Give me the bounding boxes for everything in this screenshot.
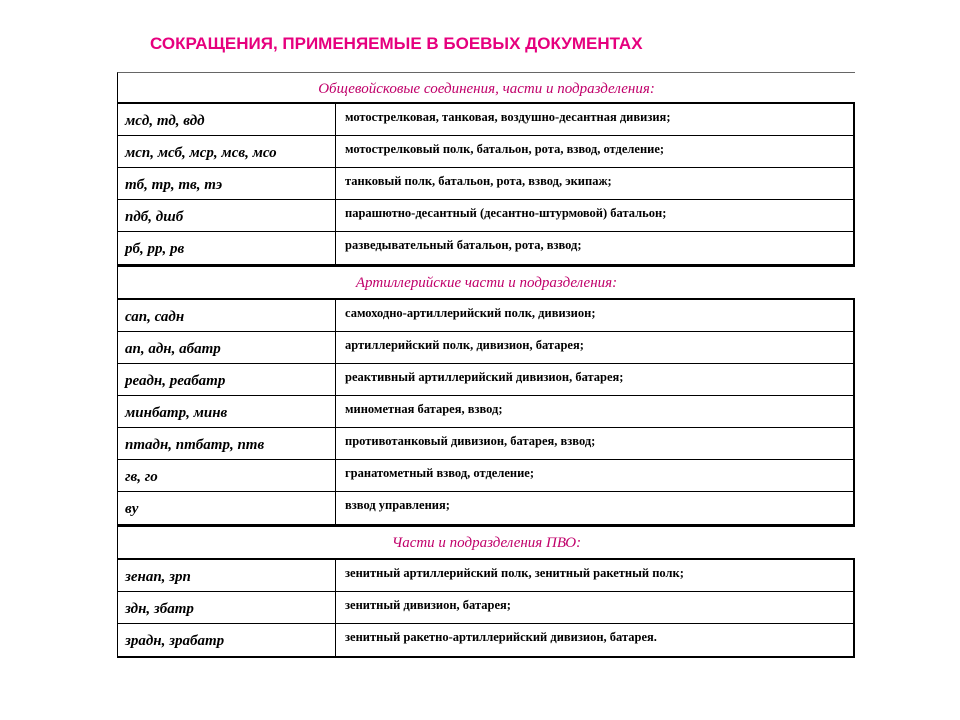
description-cell: зенитный ракетно-артиллерийский дивизион, батарея. — [345, 630, 657, 644]
page-title: СОКРАЩЕНИЯ, ПРИМЕНЯЕМЫЕ В БОЕВЫХ ДОКУМЕНТАХ — [150, 34, 643, 53]
description-cell: противотанковый дивизион, батарея, взвод; — [345, 434, 596, 448]
abbreviation-cell: мсп, мсб, мср, мсв, мсо — [118, 136, 336, 167]
abbreviations-table — [117, 72, 855, 658]
description-cell: артиллерийский полк, дивизион, батарея; — [345, 338, 584, 352]
table-row — [118, 332, 853, 364]
abbreviation-cell: здн, збатр — [118, 592, 336, 623]
description-cell: разведывательный батальон, рота, взвод; — [345, 238, 582, 252]
table-row — [118, 428, 853, 460]
table-row — [118, 364, 853, 396]
description-cell: гранатометный взвод, отделение; — [345, 466, 534, 480]
table-row — [118, 460, 853, 492]
section-rows-air-defense — [117, 558, 855, 658]
table-row — [118, 624, 853, 656]
description-cell: реактивный артиллерийский дивизион, батарея; — [345, 370, 624, 384]
abbreviation-cell: зрадн, зрабатр — [118, 624, 336, 656]
abbreviation-cell: реадн, реабатр — [118, 364, 336, 395]
abbreviation-cell: минбатр, минв — [118, 396, 336, 427]
abbreviation-cell: ап, адн, абатр — [118, 332, 336, 363]
table-row — [118, 592, 853, 624]
description-cell: парашютно-десантный (десантно-штурмовой) батальон; — [345, 206, 667, 220]
section-rows-artillery — [117, 298, 855, 526]
section-rows-combined-arms — [117, 102, 855, 266]
description-cell: танковый полк, батальон, рота, взвод, экипаж; — [345, 174, 612, 188]
description-cell: мотострелковая, танковая, воздушно-десантная дивизия; — [345, 110, 671, 124]
abbreviation-cell: пдб, дшб — [118, 200, 336, 231]
abbreviation-cell: мсд, тд, вдд — [118, 104, 336, 135]
abbreviation-cell: гв, го — [118, 460, 336, 491]
description-cell: мотострелковый полк, батальон, рота, взвод, отделение; — [345, 142, 665, 156]
table-row — [118, 300, 853, 332]
table-row — [118, 560, 853, 592]
abbreviation-cell: птадн, птбатр, птв — [118, 428, 336, 459]
table-row — [118, 168, 853, 200]
section-heading-air-defense: Части и подразделения ПВО: — [117, 526, 855, 558]
table-row — [118, 136, 853, 168]
abbreviation-cell: сап, садн — [118, 300, 336, 331]
abbreviation-cell: рб, рр, рв — [118, 232, 336, 264]
description-cell: зенитный артиллерийский полк, зенитный ракетный полк; — [345, 566, 684, 580]
table-row — [118, 104, 853, 136]
description-cell: взвод управления; — [345, 498, 450, 512]
abbreviation-cell: зенап, зрп — [118, 560, 336, 591]
table-row — [118, 232, 853, 264]
description-cell: зенитный дивизион, батарея; — [345, 598, 511, 612]
section-heading-artillery: Артиллерийские части и подразделения: — [117, 266, 855, 298]
abbreviation-cell: ву — [118, 492, 336, 524]
table-row — [118, 492, 853, 524]
abbreviation-cell: тб, тр, тв, тэ — [118, 168, 336, 199]
table-row — [118, 200, 853, 232]
section-heading-combined-arms: Общевойсковые соединения, части и подразделения: — [117, 72, 855, 102]
description-cell: самоходно-артиллерийский полк, дивизион; — [345, 306, 596, 320]
description-cell: минометная батарея, взвод; — [345, 402, 503, 416]
table-row — [118, 396, 853, 428]
